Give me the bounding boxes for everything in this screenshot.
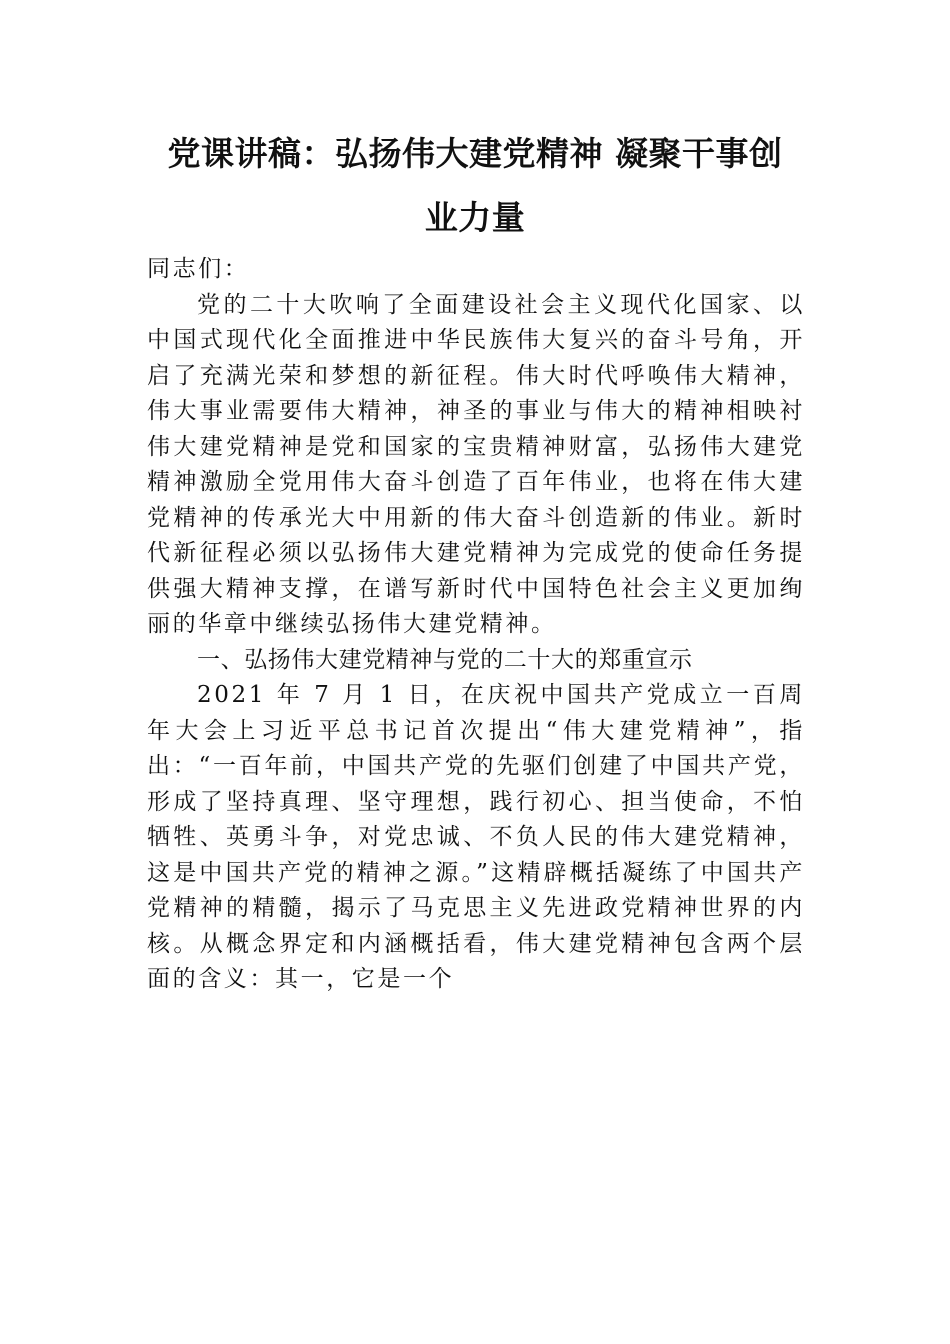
title-line-1: 党课讲稿：弘扬伟大建党精神 凝聚干事创 — [167, 134, 783, 173]
paragraph: 党的二十大吹响了全面建设社会主义现代化国家、以中国式现代化全面推进中华民族伟大复兴的奋斗号角，开启了充满光荣和梦想的新征程。伟大时代呼唤伟大精神，伟大事业需要伟大精神，神圣的事业与伟大的精神相映衬伟大建党精神是党和国家的宝贵精神财富，弘扬伟大建党精神激励全党用伟大奋斗创造了百年伟业，也将在伟大建党精神的传承光大中用新的伟大奋斗创造新的伟业。新时代新征程必须以弘扬伟大建党精神为完成党的使命任务提供强大精神支撑，在谱写新时代中国特色社会主义更加绚丽的华章中继续弘扬伟大建党精神。 — [147, 291, 805, 637]
salutation: 同志们： — [147, 256, 250, 282]
document-body — [147, 252, 805, 998]
section-heading: 一、弘扬伟大建党精神与党的二十大的郑重宣示 — [197, 646, 693, 673]
title-line-2: 业力量 — [424, 198, 526, 237]
document-title — [140, 122, 810, 250]
paragraph: 2021 年 7 月 1 日，在庆祝中国共产党成立一百周年大会上习近平总书记首次提出“伟大建党精神”，指出：“一百年前，中国共产党的先驱们创建了中国共产党，形成了坚持真理、坚守理想，践行初心、担当使命，不怕牺牲、英勇斗争，对党忠诚、不负人民的伟大建党精神，这是中国共产党的精神之源。”这精辟概括凝练了中国共产党精神的精髓，揭示了马克思主义先进政党精神世界的内核。从概念界定和内涵概括看，伟大建党精神包含两个层面的含义：其一，它是一个 — [147, 682, 805, 992]
